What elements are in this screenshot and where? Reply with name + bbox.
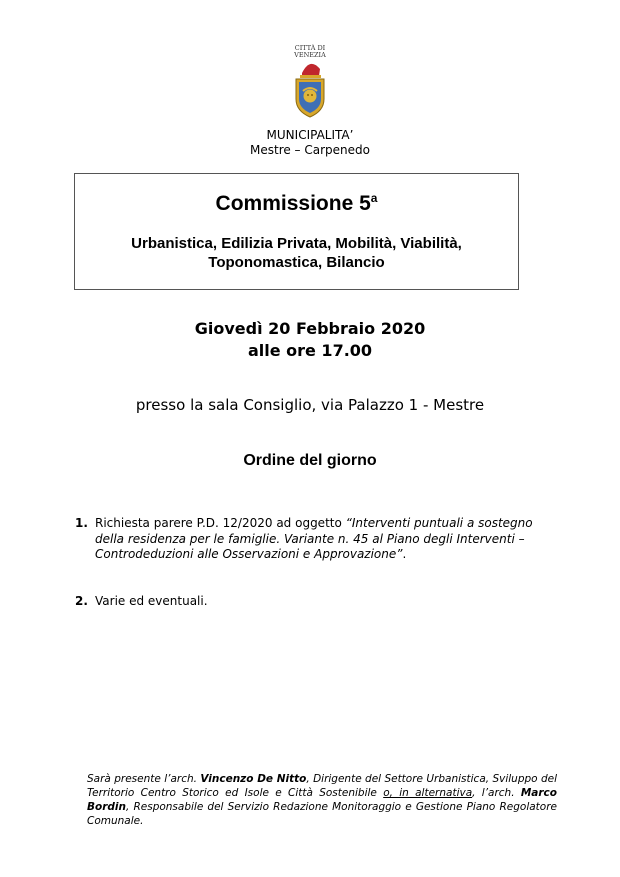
footer-text-4: , Responsabile del Servizio Redazione Monitoraggio e Gestione Piano Regolatore Comunale. bbox=[87, 801, 557, 827]
agenda-item-1 bbox=[75, 516, 555, 563]
agenda-item-text-end: . bbox=[402, 547, 407, 561]
municipality-name: MUNICIPALITA’ bbox=[266, 128, 354, 142]
commission-subtitle-line-1: Urbanistica, Edilizia Privata, Mobilità, Viabilità, bbox=[131, 235, 462, 252]
meeting-place: presso la sala Consiglio, via Palazzo 1 - Mestre bbox=[135, 396, 485, 414]
footer-note bbox=[87, 772, 557, 828]
logo-line-1: CITTÀ DI bbox=[294, 44, 326, 52]
agenda-item-text: Varie ed eventuali. bbox=[95, 594, 208, 608]
municipality-district: Mestre – Carpenedo bbox=[250, 143, 370, 157]
commission-subtitle bbox=[75, 234, 518, 272]
agenda-item-text-plain: Richiesta parere P.D. 12/2020 ad oggetto bbox=[95, 516, 346, 530]
agenda-item-number: 1. bbox=[75, 516, 88, 530]
footer-text-3: , l’arch. bbox=[472, 787, 521, 799]
city-of-venice-logo bbox=[285, 45, 335, 121]
commission-title bbox=[75, 191, 518, 216]
meeting-time: alle ore 17.00 bbox=[247, 341, 373, 360]
footer-text-1: Sarà presente l’arch. bbox=[87, 773, 201, 785]
commission-title-sup: a bbox=[370, 191, 378, 205]
agenda-item-text bbox=[95, 516, 555, 563]
agenda-item-text-italic: “Interventi puntuali a sostegno della residenza per le famiglie. Variante n. 45 al Piano degli Interventi – Controdeduzioni alle Osservazioni e Approvazione” bbox=[95, 516, 533, 561]
commission-subtitle-line-2: Toponomastica, Bilancio bbox=[208, 254, 385, 271]
agenda-item-2 bbox=[75, 594, 555, 610]
footer-alternative: o, in alternativa bbox=[383, 787, 473, 799]
commission-box bbox=[74, 173, 519, 290]
footer-text-2: , Dirigente del Settore Urbanistica, Sviluppo del Territorio Centro Storico ed Isole e Città Sostenibile bbox=[87, 773, 557, 799]
meeting-date: Giovedì 20 Febbraio 2020 bbox=[194, 319, 426, 338]
meeting-datetime bbox=[0, 318, 620, 362]
commission-title-text: Commissione 5 bbox=[215, 192, 371, 215]
agenda-item-number: 2. bbox=[75, 594, 88, 608]
municipality-heading bbox=[0, 128, 620, 158]
agenda-title: Ordine del giorno bbox=[243, 452, 377, 469]
logo-line-2: VENEZIA bbox=[294, 51, 326, 59]
footer-name-1: Vincenzo De Nitto bbox=[200, 773, 307, 785]
venice-crest-icon bbox=[285, 45, 335, 121]
footer-name-2: Marco Bordin bbox=[87, 787, 557, 813]
